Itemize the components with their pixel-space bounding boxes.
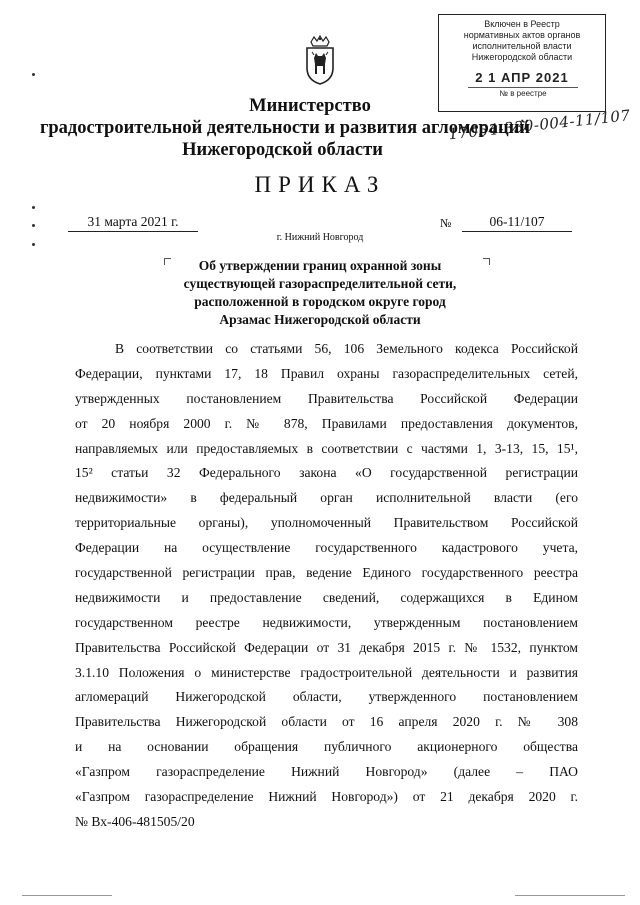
subject-line-2: существующей газораспределительной сети, xyxy=(183,276,457,291)
body-line: и на основании обращения публичного акционерного общества xyxy=(75,739,578,755)
header-line-3: Нижегородской области xyxy=(182,140,383,160)
stamp-date: 2 1 АПР 2021 xyxy=(475,70,569,85)
document-date: 31 марта 2021 г. xyxy=(68,214,198,232)
subject-line-4: Арзамас Нижегородской области xyxy=(219,312,421,327)
body-line: «Газпром газораспределение Нижний Новгород») от 21 декабря 2020 г. xyxy=(75,789,578,805)
stamp-line-4: Нижегородской области xyxy=(471,52,573,62)
document-type: ПРИКАЗ xyxy=(254,172,386,197)
stamp-line-2: нормативных актов органов xyxy=(463,30,581,40)
scan-mark xyxy=(32,224,35,227)
body-line: В соответствии со статьями 56, 106 Земельного кодекса Российской xyxy=(115,341,578,356)
body-line: «Газпром газораспределение Нижний Новгород» (далее – ПАО xyxy=(75,764,578,780)
body-line: Федерации, пунктами 17, 18 Правил охраны газораспределительных сетей, xyxy=(75,365,578,381)
body-line: № Вх-406-481505/20 xyxy=(75,813,195,829)
scan-edge-line xyxy=(515,895,625,896)
header-line-2: градостроительной деятельности и развития агломераций xyxy=(39,118,531,138)
stamp-line-3: исполнительной власти xyxy=(472,41,572,51)
number-label: № xyxy=(440,216,452,230)
header-line-1: Министерство xyxy=(249,96,371,116)
scan-edge-line xyxy=(22,895,112,896)
scan-mark xyxy=(32,206,35,209)
body-line: недвижимости и предоставление сведений, содержащихся в Едином xyxy=(75,589,578,605)
body-line: 3.1.10 Положения о министерстве градостроительной деятельности и развития xyxy=(75,664,578,680)
body-line: государственном реестре недвижимости, утвержденным постановлением xyxy=(75,614,578,630)
coat-of-arms-icon xyxy=(303,34,337,86)
subject-line-1: Об утверждении границ охранной зоны xyxy=(198,258,442,273)
subject-line-3: расположенной в городском округе город xyxy=(194,294,446,309)
body-line: Правительства Нижегородской области от 16 апреля 2020 г. № 308 xyxy=(75,714,578,730)
body-line: недвижимости» в федеральный орган исполнительной власти (его xyxy=(75,490,578,506)
scan-mark xyxy=(32,73,35,76)
body-line: Федерации на осуществление государственного кадастрового учета, xyxy=(75,540,578,556)
ministry-header xyxy=(40,95,640,161)
body-line: Правительства Российской Федерации от 31 декабря 2015 г. № 1532, пунктом xyxy=(75,639,578,655)
body-line: утвержденных постановлением Правительства Российской Федерации xyxy=(75,390,578,406)
body-text xyxy=(75,337,578,835)
body-line: агломераций Нижегородской области, утвержденного постановлением xyxy=(75,689,578,705)
document-city: г. Нижний Новгород xyxy=(276,232,364,243)
body-line: от 20 ноября 2000 г. № 878, Правилами предоставления документов, xyxy=(75,415,578,431)
body-line: направляемых или предоставляемых в соответствии с частями 1, 3-13, 15, 15¹, xyxy=(75,440,578,456)
stamp-reg-label: № в реестре xyxy=(468,87,578,99)
stamp-registry-number: 17054-330-004-11/107 xyxy=(447,106,632,144)
body-line: территориальные органы), уполномоченный Правительством Российской xyxy=(75,515,578,531)
scan-mark xyxy=(32,243,35,246)
body-line: государственной регистрации прав, ведение Единого государственного реестра xyxy=(75,565,578,581)
document-number: 06-11/107 xyxy=(462,214,572,232)
body-line: 15² статьи 32 Федерального закона «О государственной регистрации xyxy=(75,465,578,481)
stamp-line-1: Включен в Реестр xyxy=(484,19,560,29)
document-subject xyxy=(150,257,490,329)
